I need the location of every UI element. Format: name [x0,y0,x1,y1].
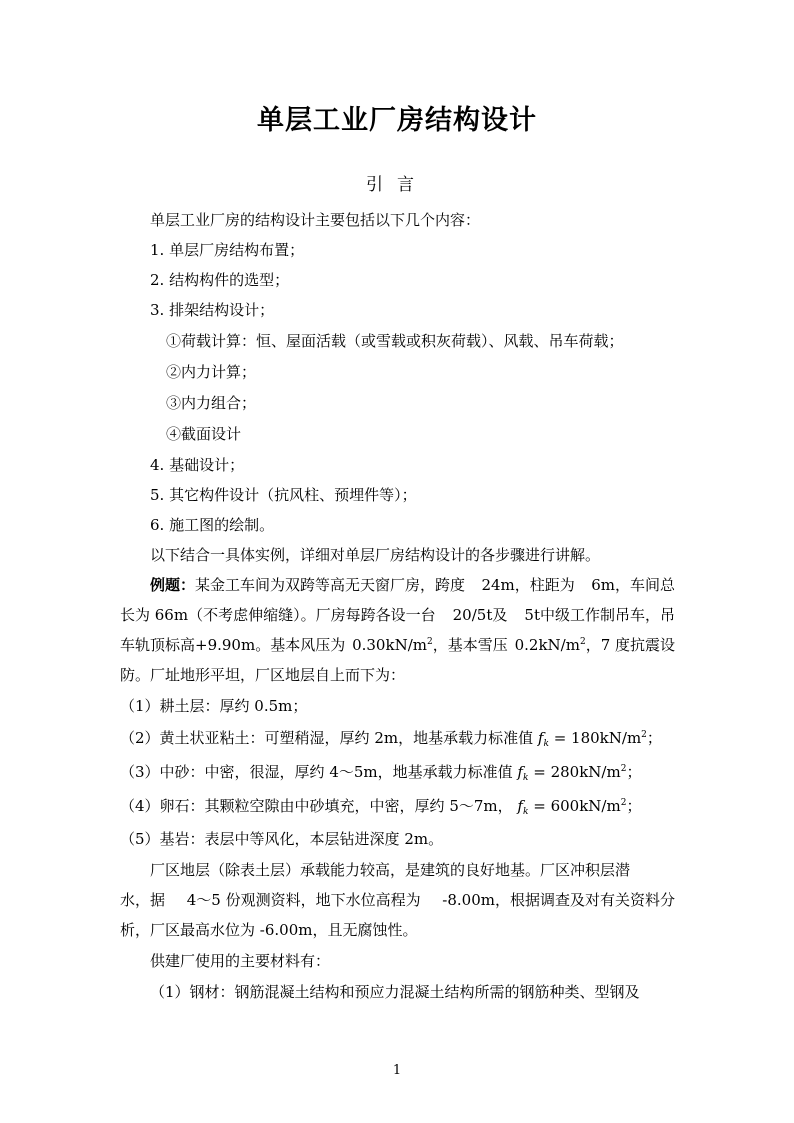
section-heading: 引言 [366,175,428,195]
bearing-capacity-value: 180kN/m [571,729,642,747]
formula-subscript: k [543,739,549,749]
list-item: 2. 结构构件的选型； [150,271,290,289]
formula-operator: = [533,797,546,815]
groundwater-line-1: 厂区地层（除表土层）承载能力较高，是建筑的良好地基。厂区冲积层潜 [150,861,631,879]
punctuation: ； [626,797,642,815]
soil-text: （4）卵石：其颗粒空隙由中砂填充，中密，厚约 5～7m， [120,797,513,815]
formula-operator: = [553,729,567,747]
bearing-capacity-value: 280kN/m [550,763,621,781]
example-text: 20/5t及 [452,606,508,624]
sub-list-item: ②内力计算； [166,363,257,381]
exponent: 2 [641,730,647,740]
soil-layer-2 [120,728,662,754]
page-title: 单层工业厂房结构设计 [257,105,537,136]
list-item: 5. 其它构件设计（抗风柱、预埋件等）； [150,486,417,504]
exponent: 2 [620,764,627,774]
groundwater-text: 4～5 份观测资料，地下水位高程为 [186,891,421,909]
punctuation: ； [626,763,642,781]
example-text: 24m，柱距为 [481,576,575,594]
formula-symbol: f [517,763,523,781]
example-text: 车轨顶标高+9.90m。基本风压为 [120,636,346,654]
soil-text: （2）黄土状亚粘土：可塑稍湿，厚约 2m，地基承载力标准值 [120,729,534,747]
punctuation: ； [646,729,662,747]
formula-subscript: k [522,773,529,783]
formula-subscript: k [522,807,529,817]
example-line-4: 防。厂址地形平坦，厂区地层自上而下为： [120,666,406,684]
list-item: 6. 施工图的绘制。 [150,516,275,534]
sub-list-item: ③内力组合； [166,394,257,412]
example-text: ，基本雪压 [432,636,508,654]
list-item: 3. 排架结构设计； [150,301,275,319]
exponent: 2 [620,798,627,808]
exponent: 2 [579,637,586,647]
example-line-2 [120,605,675,625]
soil-layer-1: （1）耕土层：厚约 0.5m； [120,697,308,715]
materials-heading: 供建厂使用的主要材料有： [150,952,331,970]
sub-list-item: ①荷载计算：恒、屋面活载（或雪载或积灰荷载）、风载、吊车荷载； [166,332,624,350]
groundwater-text: -8.00m，根据调查及对有关资料分 [442,891,675,909]
formula-operator: = [533,763,546,781]
materials-steel: （1）钢材：钢筋混凝土结构和预应力混凝土结构所需的钢筋种类、型钢及 [150,983,640,1001]
example-line-3 [120,635,675,655]
intro-paragraph: 单层工业厂房的结构设计主要包括以下几个内容： [150,211,481,229]
list-item: 4. 基础设计； [150,456,245,474]
groundwater-line-2 [120,890,675,910]
snow-pressure-value: 0.2kN/m [514,636,580,654]
soil-text: （3）中砂：中密，很湿，厚约 4～5m，地基承载力标准值 [120,763,513,781]
groundwater-line-3: 析，厂区最高水位为 -6.00m，且无腐蚀性。 [120,921,418,939]
example-intro: 以下结合一具体实例，详细对单层厂房结构设计的各步骤进行讲解。 [150,546,601,564]
bearing-capacity-value: 600kN/m [550,797,621,815]
soil-layer-3 [120,762,641,788]
example-label: 例题： [150,576,196,594]
example-text: 某金工车间为双跨等高无天窗厂房，跨度 [195,576,466,594]
example-text: 6m，车间总 [591,576,675,594]
sub-list-item: ④截面设计 [166,425,242,443]
example-text: 长为 66m（不考虑伸缩缝）。厂房每跨各设一台 [120,606,436,624]
example-text: 5t中级工作制吊车，吊 [524,606,675,624]
page-number: 1 [392,1063,402,1078]
list-item: 1. 单层厂房结构布置； [150,241,305,259]
example-line-1 [120,575,675,595]
exponent: 2 [426,637,433,647]
example-text: ，7 度抗震设 [585,636,675,654]
groundwater-text: 水，据 [120,891,166,909]
wind-pressure-value: 0.30kN/m [352,636,427,654]
soil-layer-4 [120,796,641,822]
formula-symbol: f [537,729,544,747]
soil-layer-5: （5）基岩：表层中等风化，本层钻进深度 2m。 [120,830,444,848]
formula-symbol: f [517,797,523,815]
